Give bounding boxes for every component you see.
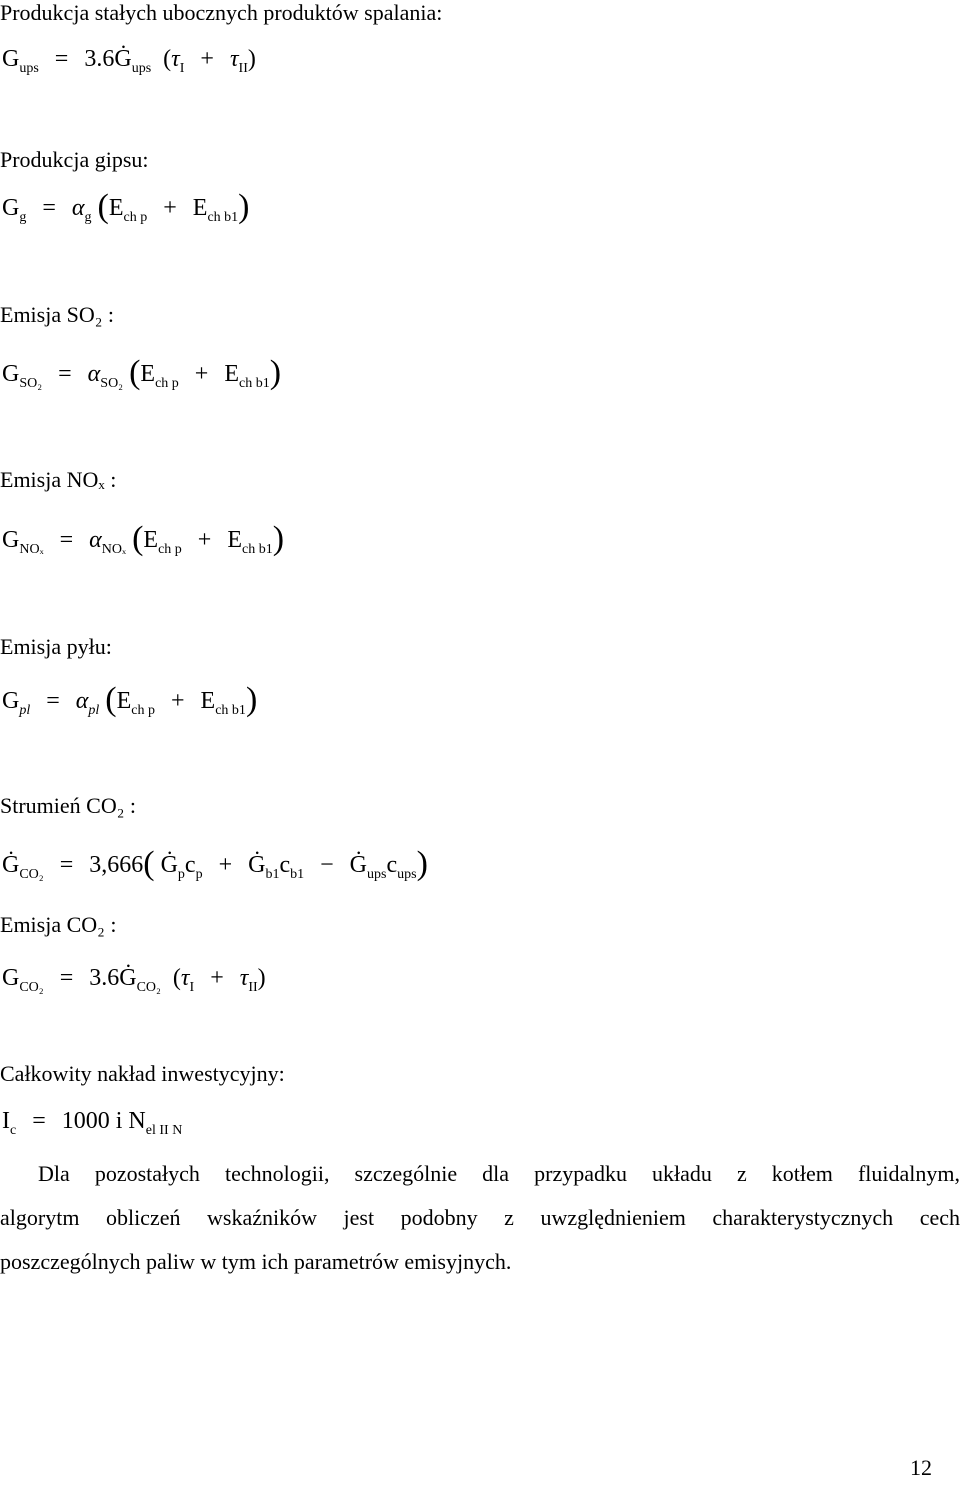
- heading-strumien-co2: Strumień CO₂ :: [0, 793, 137, 818]
- heading-emisja-co2: Emisja CO₂ :: [0, 912, 117, 937]
- heading-ups: Produkcja stałych ubocznych produktów spalania:: [0, 0, 443, 25]
- equation-gips: Gg = αg (Ech p + Ech b1): [2, 188, 250, 225]
- body-paragraph: [0, 1152, 960, 1284]
- heading-pyl: Emisja pyłu:: [0, 634, 112, 659]
- paragraph-line-3: poszczególnych paliw w tym ich parametrów emisyjnych.: [0, 1249, 512, 1274]
- page-number: 12: [910, 1455, 932, 1480]
- equation-so2: GSO₂ = αSO₂ (Ech p + Ech b1): [2, 354, 282, 391]
- heading-nox: Emisja NOₓ :: [0, 467, 117, 492]
- heading-gips: Produkcja gipsu:: [0, 147, 149, 172]
- heading-naklad: Całkowity nakład inwestycyjny:: [0, 1061, 285, 1086]
- equation-naklad: Ic = 1000 i Nel II N: [2, 1108, 183, 1138]
- equation-nox: GNOₓ = αNOₓ (Ech p + Ech b1): [2, 520, 285, 557]
- equation-strumien-co2: ĠCO₂ = 3,666( Ġpcp + Ġb1cb1 − Ġupscups): [2, 845, 428, 882]
- equation-pyl: Gpl = αpl (Ech p + Ech b1): [2, 681, 258, 718]
- heading-so2: Emisja SO₂ :: [0, 302, 115, 327]
- paragraph-line-2: algorytm obliczeń wskaźników jest podobny z uwzględnieniem charakterystycznych cech: [0, 1205, 960, 1230]
- equation-emisja-co2: GCO₂ = 3.6ĠCO₂ (τI + τII): [2, 965, 266, 995]
- equation-ups: Gups = 3.6Ġups (τI + τII): [2, 46, 256, 76]
- paragraph-line-1: Dla pozostałych technologii, szczególnie dla przypadku układu z kotłem fluidalnym,: [38, 1161, 960, 1186]
